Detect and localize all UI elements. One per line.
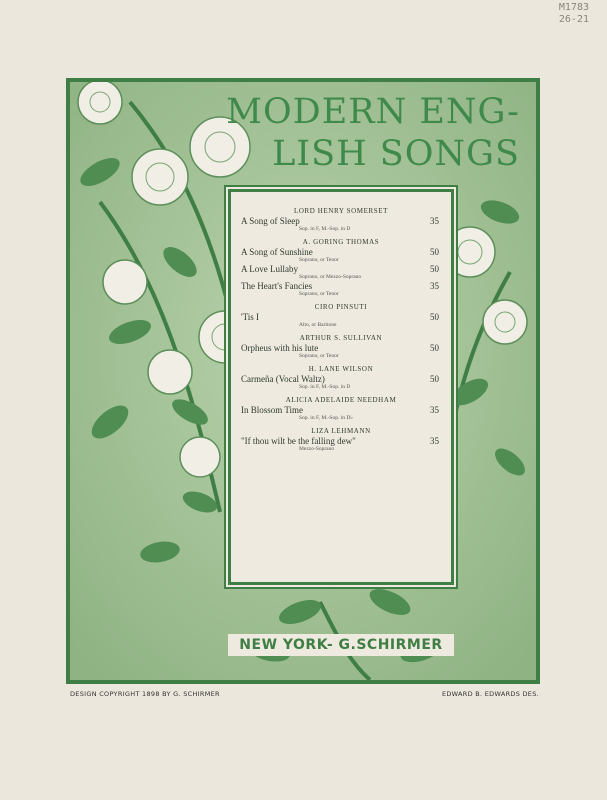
song-voice: Mezzo-Soprano [299,446,335,452]
song-price: 35 [430,436,439,446]
song-voice: Sop. in F, M.-Sop. in D♭ [299,415,353,421]
song-voice: Soprano, or Mezzo-Soprano [299,274,362,280]
song-title: 'Tis I [241,312,260,322]
composer-heading: CIRO PINSUTI [314,303,368,311]
composer-heading: ARTHUR S. SULLIVAN [299,334,383,342]
song-price: 35 [430,405,439,415]
song-price: 35 [430,281,439,291]
song-voice: Soprano, or Tenor [299,257,339,263]
pencil-note-line: M1783 [558,2,589,13]
song-price: 50 [430,247,439,257]
pencil-note [529,2,589,26]
song-title: The Heart's Fancies [241,281,313,291]
song-price: 50 [430,264,439,274]
publisher-label: NEW YORK- G.SCHIRMER [228,634,454,656]
song-title: In Blossom Time [241,405,304,415]
song-entry [241,216,441,233]
song-title: A Love Lullaby [241,264,298,274]
composer-heading: H. LANE WILSON [308,365,374,373]
song-title: A Song of Sleep [241,216,300,226]
song-entry [241,436,441,453]
song-entry [241,405,441,422]
song-entry [241,281,441,298]
song-entry [241,312,441,329]
song-entry [241,247,441,264]
song-title: Carmeña (Vocal Waltz) [241,374,325,384]
song-voice: Alto, or Baritone [299,322,337,328]
song-list-panel [228,189,454,585]
song-voice: Sop. in F, M.-Sop. in D [299,226,351,232]
song-title: A Song of Sunshine [241,247,313,257]
song-entry [241,343,441,360]
design-copyright: DESIGN COPYRIGHT 1898 BY G. SCHIRMER [70,690,220,698]
song-voice: Soprano, or Tenor [299,291,339,297]
song-entry [241,264,441,281]
song-price: 35 [430,216,439,226]
song-price: 50 [430,374,439,384]
song-voice: Sop. in F, M.-Sop. in D [299,384,351,390]
cover-frame [66,78,540,684]
song-title: "If thou wilt be the falling dew" [241,436,356,446]
song-title: Orpheus with his lute [241,343,319,353]
composer-heading: LIZA LEHMANN [311,427,371,435]
song-price: 50 [430,343,439,353]
composer-heading: ALICIA ADELAIDE NEEDHAM [285,396,397,404]
composer-heading: A. GORING THOMAS [302,238,380,246]
designer-credit: EDWARD B. EDWARDS DES. [441,690,539,698]
pencil-note-line: 26-21 [558,14,589,25]
song-entry [241,374,441,391]
title-line-2: LISH SONGS [272,134,520,174]
song-voice: Soprano, or Tenor [299,353,339,359]
song-price: 50 [430,312,439,322]
title-line-1: MODERN ENG- [226,92,520,132]
composer-heading: LORD HENRY SOMERSET [294,207,388,215]
